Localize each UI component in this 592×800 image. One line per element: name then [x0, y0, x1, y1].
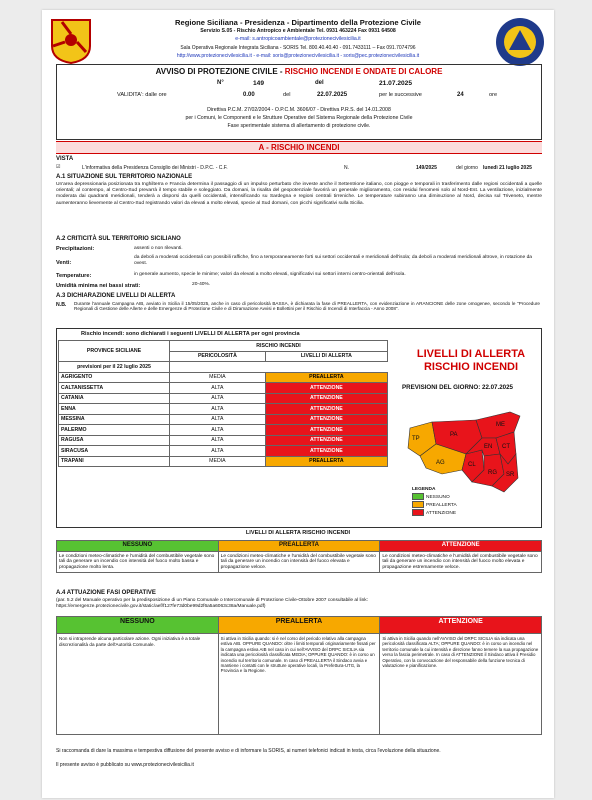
- validity-del: del: [283, 92, 291, 98]
- province-row: [59, 393, 388, 404]
- validity-next-label: per le successive: [379, 92, 422, 98]
- footer-recommendation: Si raccomanda di dare la massima e tempestiva diffusione del presente avviso e di informare la SORIS, ai numeri telefonici indicati in testa, circa l'evoluzione della situazione.: [56, 748, 441, 754]
- humidity-label: Umidità minima nei bassi strati:: [56, 283, 141, 289]
- province-name: CATANIA: [59, 393, 170, 404]
- map-label-pa: PA: [450, 432, 458, 438]
- notice-box: [56, 64, 542, 140]
- a4-title: A.4 ATTUAZIONE FASI OPERATIVE: [56, 590, 156, 596]
- col-prev-header: previsioni per il 22 luglio 2025: [59, 362, 170, 373]
- sicily-map: [392, 398, 540, 498]
- province-pericolosita: ALTA: [170, 446, 266, 457]
- nb-text: Durante l'annuale Campagna AIB, avviato in Sicilia il 15/05/2025, anche in caso di pericolosità BASSA, è dichiarata la fase di PREALLERTA, con evidenziazione in ARANCIONE delle zone omogenee, secondo le "Procedure Regionali di Gestione delle Allerte e delle Emergenze di Protezione Civile e di Diramazione Avvisi e Bollettini per il Rischio di Incendi di Interfaccia - Anno 2008".: [74, 301, 540, 312]
- province-row: [59, 425, 388, 436]
- a4-url[interactable]: https://emergenze.protezionecivile.gov.it/static/aef/f127fe73d0be99d2f6a5a6063c38a/Manuale.pdf): [56, 604, 266, 609]
- province-name: AGRIGENTO: [59, 372, 170, 383]
- province-row: [59, 383, 388, 394]
- precip-value: assenti o non rilevanti.: [134, 246, 183, 251]
- province-alert-level: ATTENZIONE: [265, 446, 387, 457]
- protezione-civile-logo: [494, 16, 546, 68]
- legend-preallerta: PREALLERTA: [412, 501, 457, 509]
- phase-text-attenzione: Si attiva in Sicilia quando nell'AVVISO del DRPC SICILIA sia indicata una pericolosità classificata ALTA; OPPURE QUANDO: è in corso un incendio nel territorio comunale la cui intensità e direzione fanno temere la sua propagazione verso la fascia perimetrale. In caso di ATTENZIONE il Sindaco attiva il Presidio Operativo, con la convocazione del responsabile della funzione tecnica di valutazione e pianificazione.: [380, 634, 542, 735]
- province-name: MESSINA: [59, 414, 170, 425]
- map-label-me: ME: [496, 422, 505, 428]
- legend-attenzione: ATTENZIONE: [412, 509, 457, 517]
- phase-head-preallerta: PREALLERTA: [218, 617, 380, 634]
- level-desc-nessuno: Le condizioni meteo-climatiche e l'umidità del combustibile vegetale sono tali da generare un incendio con intensità del fuoco molto bassa e propagazione molto lenta.: [57, 551, 219, 573]
- map-label-ct: CT: [502, 444, 510, 450]
- province-table: [58, 340, 388, 467]
- province-row: [59, 372, 388, 383]
- a1-text: Un'area depressionaria posizionata tra Inghilterra e Francia determina il passaggio di un impulso perturbato che investe anche il Settentrione italiano, con piogge e temporali in trasferimento dalle regioni occidentali a quelle orientali; al contempo, al Centro-Sud prevarrà il tempo stabile e soleggiato. Da domani, la risalita del geopotenziale favorirà un generale miglioramento, con residui fenomeni solo al Nord-Est. La ventilazione, inizialmente moderata dai quadranti meridionali, tenderà a disporsi da quelli occidentali, intensificando su Sardegna e regioni centrali tirreniche. Le temperature subiranno una diminuzione al Nord, decisa sul Triveneto, mentre aumenteranno lievemente al Centro-Sud registrando valori da elevati a molto elevati, specie al Sud domani, con picchi significativi sulla Sicilia.: [56, 182, 542, 206]
- col-peric-header: PERICOLOSITÀ: [170, 351, 266, 362]
- province-name: ENNA: [59, 404, 170, 415]
- province-alert-level: PREALLERTA: [265, 456, 387, 467]
- province-pericolosita: ALTA: [170, 383, 266, 394]
- province-pericolosita: ALTA: [170, 404, 266, 415]
- document-page: [42, 10, 554, 798]
- legend-nessuno: NESSUNO: [412, 493, 457, 501]
- phase-head-attenzione: ATTENZIONE: [380, 617, 542, 634]
- province-row: [59, 456, 388, 467]
- level-head-preallerta: PREALLERTA: [218, 541, 380, 552]
- province-row: [59, 404, 388, 415]
- a1-title: A.1 SITUAZIONE SUL TERRITORIO NAZIONALE: [56, 174, 193, 180]
- directive-line-2: per i Comuni, le Componenti e le Strutture Operative del Sistema Regionale della Protezione Civile: [185, 115, 413, 121]
- province-name: CALTANISSETTA: [59, 383, 170, 394]
- contact-links[interactable]: http://www.protezionecivilesicilia.it - e-mail: soris@protezionecivilesicilia.it - soris@pec.protezionecivilesicilia.it: [176, 53, 420, 59]
- level-head-nessuno: NESSUNO: [57, 541, 219, 552]
- vista-label: VISTA: [56, 156, 74, 162]
- province-row: [59, 414, 388, 425]
- notice-number: 149: [253, 80, 265, 87]
- validity-date: 22.07.2025: [317, 92, 348, 98]
- venti-label: Venti:: [56, 260, 72, 266]
- phase-head-nessuno: NESSUNO: [57, 617, 219, 634]
- col-level-header: LIVELLI DI ALLERTA: [265, 351, 387, 362]
- map-label-cl: CL: [468, 462, 476, 468]
- province-alert-level: ATTENZIONE: [265, 414, 387, 425]
- province-alert-level: ATTENZIONE: [265, 404, 387, 415]
- validity-hours: 24: [457, 92, 464, 98]
- level-desc-attenzione: Le condizioni meteo-climatiche e l'umidità del combustibile vegetale sono tali da generare un incendio con intensità del fuoco molto elevata e propagazione estremamente veloce.: [380, 551, 542, 573]
- directive-line-1: Direttiva P.C.M. 27/02/2004 - O.P.C.M. 3606/07 - Direttiva P.R.S. del 14.01.2008: [207, 107, 391, 113]
- venti-value: da deboli a moderati occidentali con possibili raffiche, fino a temporaneamente forti sui settori occidentali e meridionali dell'isola; da deboli a moderati meridionali altrove, in rotazione da ovest.: [134, 255, 533, 267]
- province-alert-level: ATTENZIONE: [265, 435, 387, 446]
- map-label-en: EN: [484, 444, 493, 450]
- map-label-sr: SR: [506, 472, 515, 478]
- province-pericolosita: ALTA: [170, 425, 266, 436]
- vista-del: del giorno: [456, 165, 478, 171]
- service-line: Servizio S.05 - Rischio Antropico e Ambientale Tel. 0931 463224 Fax 0931 64508: [200, 28, 396, 34]
- province-row: [59, 435, 388, 446]
- validity-from-hour: 0.00: [243, 92, 255, 98]
- notice-title: AVVISO DI PROTEZIONE CIVILE - RISCHIO INCENDI E ONDATE DI CALORE: [155, 67, 443, 76]
- province-pericolosita: MEDIA: [170, 456, 266, 467]
- directive-line-3: Fase sperimentale sistema di allertamento di protezione civile.: [227, 123, 371, 129]
- a4-ref: (par. 5.2 del Manuale operativo per la predisposizione di un Piano Comunale o Intercomunale di Protezione Civile-Ottobre 2007 consultabile al link:: [56, 598, 368, 603]
- province-alert-level: ATTENZIONE: [265, 383, 387, 394]
- humidity-value: 20-40%.: [192, 282, 211, 287]
- vista-checkbox: ☑: [56, 164, 61, 170]
- phase-text-preallerta: Si attiva in Sicilia quando: si è nel corso del periodo relativo alla campagna estiva AIB. OPPURE QUANDO: oltre i limiti temporali originariamente fissati per la campagna estiva AIB nel caso in cui nell'AVVISO del DRPC SICILIA sia indicata una pericolosità classificata MEDIA; OPPURE QUANDO: è in corso un incendio sul territorio comunale. In caso di PREALLERTA il Sindaco avvia e mantiene i contatti con le strutture operative locali, la Prefettura-UTG, la Provincia e la Regione.: [218, 634, 380, 735]
- levels-table: [56, 540, 542, 573]
- level-desc-preallerta: Le condizioni meteo-climatiche e l'umidità del combustibile vegetale sono tali da generare un incendio con intensità del fuoco elevata e propagazione veloce.: [218, 551, 380, 573]
- province-alert-level: PREALLERTA: [265, 372, 387, 383]
- temp-value: in generale aumento, specie le minime; valori da elevati a molto elevati, significativi sui settori interni centro-orientali dell'isola.: [134, 272, 406, 277]
- phase-text-nessuno: Non si intraprende alcuna particolare azione. Ogni iniziativa è a totale discrezionalità da parte dell'Autorità Comunale.: [57, 634, 219, 735]
- province-pericolosita: ALTA: [170, 435, 266, 446]
- province-name: TRAPANI: [59, 456, 170, 467]
- temp-label: Temperature:: [56, 273, 92, 279]
- phases-table: [56, 616, 542, 735]
- nb-label: N.B.: [56, 302, 67, 308]
- map-label-tp: TP: [412, 436, 420, 442]
- province-pericolosita: ALTA: [170, 393, 266, 404]
- levels-title: LIVELLI DI ALLERTA RISCHIO INCENDI: [245, 530, 351, 536]
- vista-n-label: N.: [344, 165, 349, 171]
- footer-publication: Il presente avviso è pubblicato su www.protezionecivilesicilia.it: [56, 762, 194, 768]
- province-name: PALERMO: [59, 425, 170, 436]
- map-label-rg: RG: [488, 470, 497, 476]
- col-risk-header: RISCHIO INCENDI: [170, 341, 388, 352]
- service-email[interactable]: e-mail: s.antropicoambientale@protezionecivilesicilia.it: [235, 36, 361, 42]
- a2-title: A.2 CRITICITÀ SUL TERRITORIO SICILIANO: [56, 236, 181, 242]
- province-alert-level: ATTENZIONE: [265, 393, 387, 404]
- province-pericolosita: ALTA: [170, 414, 266, 425]
- map-forecast-label: PREVISIONI DEL GIORNO: 22.07.2025: [402, 384, 513, 391]
- validity-label: VALIDITA': dalle ore: [117, 92, 167, 98]
- province-row: [59, 446, 388, 457]
- notice-del-label: del: [315, 80, 324, 86]
- vista-date: lunedì 21 luglio 2025: [483, 165, 532, 171]
- notice-n-label: N°: [217, 80, 224, 86]
- map-label-ag: AG: [436, 460, 445, 466]
- precip-label: Precipitazioni:: [56, 246, 95, 252]
- province-name: RAGUSA: [59, 435, 170, 446]
- col-province-header: PROVINCE SICILIANE: [59, 341, 170, 362]
- notice-date: 21.07.2025: [379, 80, 413, 87]
- province-alert-level: ATTENZIONE: [265, 425, 387, 436]
- org-name: Regione Siciliana - Presidenza - Dipartimento della Protezione Civile: [174, 18, 421, 27]
- map-title: LIVELLI DI ALLERTA RISCHIO INCENDI: [416, 348, 526, 373]
- province-pericolosita: MEDIA: [170, 372, 266, 383]
- soris-line: Sala Operativa Regionale Integrata Siciliana - SORIS Tel. 800.40.40.40 - 091.7433111 – Fax 091.7074796: [180, 45, 416, 51]
- a3-title: A.3 DICHIARAZIONE LIVELLI DI ALLERTA: [56, 293, 176, 299]
- legend-title: LEGENDA: [412, 487, 436, 492]
- vista-n-value: 149/2025: [416, 165, 437, 171]
- vista-text: L'informativa della Presidenza Consiglio dei Ministri - D.P.C. - C.F.: [82, 165, 228, 171]
- validity-hours-unit: ore: [489, 92, 498, 98]
- level-head-attenzione: ATTENZIONE: [380, 541, 542, 552]
- map-legend: [412, 486, 457, 516]
- section-a-title: A - RISCHIO INCENDI: [56, 141, 542, 154]
- declared-text: Rischio incendi: sono dichiarati i seguenti LIVELLI DI ALLERTA per ogni provincia: [81, 331, 300, 337]
- province-name: SIRACUSA: [59, 446, 170, 457]
